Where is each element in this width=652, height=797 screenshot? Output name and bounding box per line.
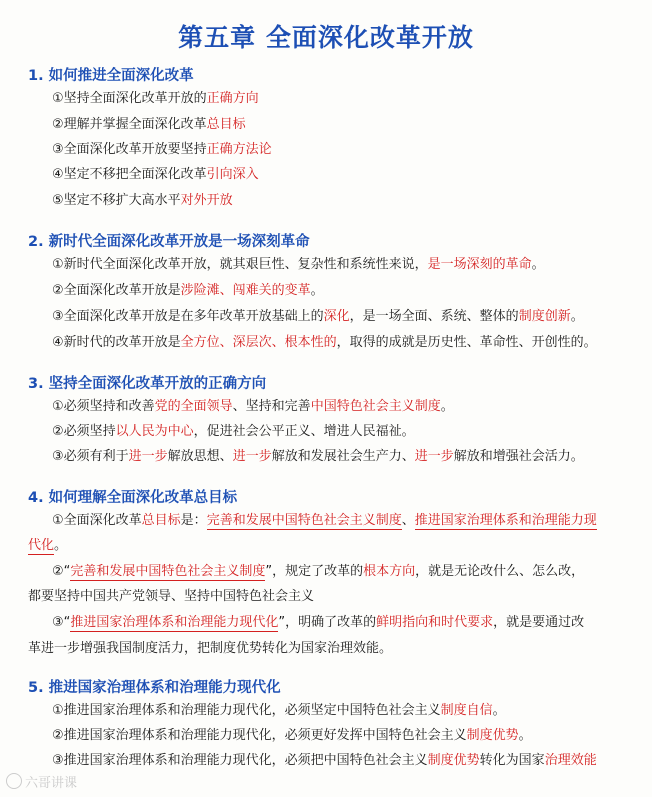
line-text: ①新时代全面深化改革开放，就其艰巨性、复杂性和系统性来说， <box>52 257 428 272</box>
line-text: 。 <box>518 728 532 743</box>
line-text: ②“ <box>52 564 71 579</box>
section-heading: 4. 如何理解全面深化改革总目标 <box>28 490 238 506</box>
text-line <box>52 166 259 184</box>
highlight-text: 治理效能 <box>544 753 597 768</box>
line-text: 、 <box>401 513 415 528</box>
line-text: 。 <box>570 309 584 324</box>
line-text: 解放和发展社会生产力、 <box>271 449 415 464</box>
highlight-text: 完善和发展中国特色社会主义制度 <box>206 513 402 528</box>
line-text: ②理解并掌握全面深化改革 <box>52 117 207 132</box>
text-line <box>52 727 532 745</box>
line-text: 解放和增强社会活力。 <box>453 449 584 464</box>
line-text: ③全面深化改革开放是在多年改革开放基础上的 <box>52 309 324 324</box>
highlight-text: 对外开放 <box>180 193 233 208</box>
line-text: ①坚持全面深化改革开放的 <box>52 91 207 106</box>
highlight-text: 根本方向 <box>363 564 416 579</box>
watermark <box>6 772 77 791</box>
section-heading: 3. 坚持全面深化改革开放的正确方向 <box>28 376 267 392</box>
line-text: ，取得的成就是历史性、革命性、开创性的。 <box>336 335 597 350</box>
highlight-text: 进一步 <box>128 449 168 464</box>
line-text: 。 <box>492 703 506 718</box>
highlight-text: 进一步 <box>414 449 454 464</box>
text-line <box>28 537 67 555</box>
line-text: ⑤坚定不移扩大高水平 <box>52 193 181 208</box>
text-line <box>52 563 584 581</box>
line-text: ①全面深化改革 <box>52 513 142 528</box>
line-text: 都要坚持中国共产党领导、坚持中国特色社会主义 <box>28 589 315 604</box>
highlight-text: 推进国家治理体系和治理能力现 <box>414 513 597 528</box>
section-heading: 5. 推进国家治理体系和治理能力现代化 <box>28 680 281 696</box>
text-line <box>52 141 272 159</box>
text-line <box>52 334 597 352</box>
line-text: ，促进社会公平正义、增进人民福祉。 <box>193 424 415 439</box>
highlight-text: 是一场深刻的革命 <box>427 257 532 272</box>
highlight-text: 党的全面领导 <box>154 399 233 414</box>
line-text: ③推进国家治理体系和治理能力现代化，必须把中国特色社会主义 <box>52 753 428 768</box>
line-text: ③“ <box>52 615 71 630</box>
line-text: ”，规定了改革的 <box>265 564 364 579</box>
text-line <box>52 256 545 274</box>
text-line <box>52 90 259 108</box>
highlight-text: 涉险滩、闯难关的变革 <box>180 283 311 298</box>
text-line <box>52 308 584 326</box>
line-text: ②必须坚持 <box>52 424 116 439</box>
highlight-text: 总目标 <box>206 117 246 132</box>
highlight-text: 总目标 <box>141 513 181 528</box>
highlight-text: 全方位、深层次、根本性的 <box>180 335 337 350</box>
line-text: ③全面深化改革开放要坚持 <box>52 142 207 157</box>
highlight-text: 推进国家治理体系和治理能力现代化 <box>70 615 279 630</box>
text-line <box>52 192 233 210</box>
line-text: ②推进国家治理体系和治理能力现代化，必须更好发挥中国特色社会主义 <box>52 728 467 743</box>
highlight-text: 正确方法论 <box>206 142 272 157</box>
line-text: ”，明确了改革的 <box>278 615 377 630</box>
line-text: 转化为国家 <box>479 753 545 768</box>
highlight-text: 鲜明指向和时代要求 <box>376 615 494 630</box>
text-line <box>28 588 314 606</box>
highlight-text: 进一步 <box>232 449 272 464</box>
text-line <box>52 614 584 632</box>
highlight-text: 以人民为中心 <box>115 424 194 439</box>
highlight-text: 中国特色社会主义制度 <box>310 399 441 414</box>
watermark-logo-icon <box>6 773 22 789</box>
watermark-text: 六哥讲课 <box>25 776 78 791</box>
line-text: 。 <box>531 257 545 272</box>
section-heading: 1. 如何推进全面深化改革 <box>28 68 194 84</box>
text-line <box>52 702 506 720</box>
highlight-text: 正确方向 <box>206 91 259 106</box>
highlight-text: 代化 <box>28 538 55 553</box>
line-text: ①推进国家治理体系和治理能力现代化，必须坚定中国特色社会主义 <box>52 703 441 718</box>
text-line <box>52 512 597 530</box>
highlight-text: 完善和发展中国特色社会主义制度 <box>70 564 266 579</box>
text-line <box>52 448 584 466</box>
line-text: ，就是要通过改 <box>493 615 585 630</box>
highlight-text: 制度自信 <box>440 703 493 718</box>
highlight-text: 深化 <box>323 309 350 324</box>
highlight-text: 引向深入 <box>206 167 259 182</box>
line-text: ①必须坚持和改善 <box>52 399 155 414</box>
line-text: 。 <box>440 399 454 414</box>
line-text: 是： <box>180 513 207 528</box>
text-line <box>52 752 597 770</box>
text-line <box>52 282 324 300</box>
text-line <box>28 640 392 658</box>
text-line <box>52 423 415 441</box>
line-text: ④新时代的改革开放是 <box>52 335 181 350</box>
line-text: 。 <box>54 538 68 553</box>
highlight-text: 制度创新 <box>518 309 571 324</box>
line-text: 。 <box>310 283 324 298</box>
highlight-text: 制度优势 <box>427 753 480 768</box>
highlight-text: 制度优势 <box>466 728 519 743</box>
line-text: ④坚定不移把全面深化改革 <box>52 167 207 182</box>
line-text: ③必须有利于 <box>52 449 129 464</box>
line-text: 解放思想、 <box>167 449 233 464</box>
chapter-title: 第五章 全面深化改革开放 <box>178 23 474 52</box>
section-heading: 2. 新时代全面深化改革开放是一场深刻革命 <box>28 234 310 250</box>
text-line <box>52 116 246 134</box>
line-text: 革进一步增强我国制度活力，把制度优势转化为国家治理效能。 <box>28 641 393 656</box>
text-line <box>52 398 454 416</box>
line-text: ，就是无论改什么、怎么改， <box>415 564 585 579</box>
line-text: ②全面深化改革开放是 <box>52 283 181 298</box>
line-text: 、坚持和完善 <box>232 399 311 414</box>
line-text: ，是一场全面、系统、整体的 <box>349 309 519 324</box>
